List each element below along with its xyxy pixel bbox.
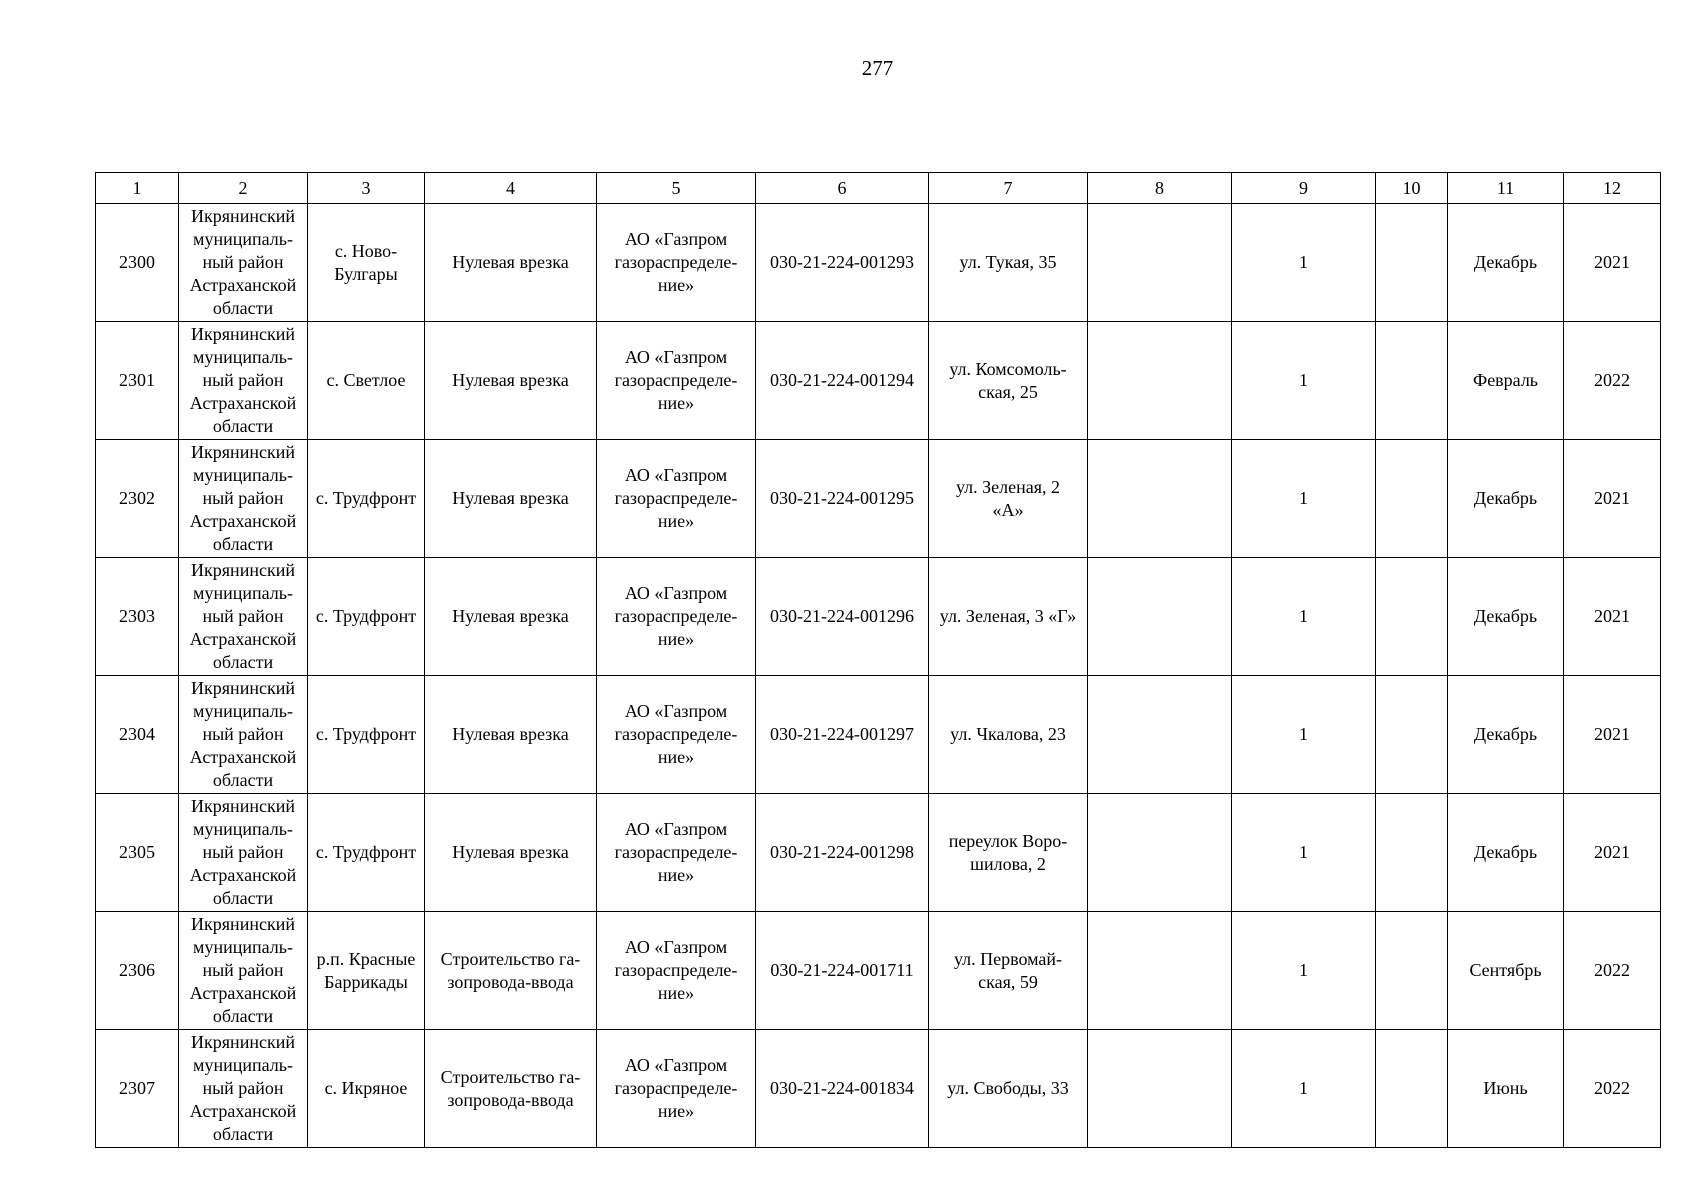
work-type-cell — [425, 440, 597, 558]
work-type-cell — [425, 558, 597, 676]
table-row — [96, 204, 1661, 322]
column-header: 2 — [179, 173, 308, 204]
district-cell-line: муниципаль- — [193, 583, 293, 603]
column-10-cell — [1376, 676, 1448, 794]
address-cell-line: ская, 59 — [978, 971, 1038, 992]
work-type-cell — [425, 322, 597, 440]
work-type-cell — [425, 794, 597, 912]
column-header: 8 — [1088, 173, 1232, 204]
address-cell — [929, 558, 1088, 676]
organization-cell-line: газораспределе- — [614, 1078, 738, 1098]
row-number-cell: 2302 — [96, 440, 179, 558]
settlement-cell — [308, 1030, 425, 1148]
quantity-cell: 1 — [1232, 794, 1376, 912]
work-type-cell — [425, 912, 597, 1030]
organization-cell-line: газораспределе- — [614, 370, 738, 390]
year-cell: 2022 — [1564, 322, 1661, 440]
organization-cell-line: газораспределе- — [614, 724, 738, 744]
table-row — [96, 440, 1661, 558]
table-row — [96, 794, 1661, 912]
row-number-cell: 2304 — [96, 676, 179, 794]
column-header: 12 — [1564, 173, 1661, 204]
column-8-cell — [1088, 204, 1232, 322]
settlement-cell — [308, 440, 425, 558]
quantity-cell: 1 — [1232, 558, 1376, 676]
settlement-cell-line: р.п. Красные — [316, 948, 416, 969]
settlement-cell-line: с. Трудфронт — [315, 488, 417, 508]
column-header: 5 — [597, 173, 756, 204]
district-cell-line: области — [212, 298, 274, 318]
column-8-cell — [1088, 558, 1232, 676]
address-cell-line: ул. Комсомоль- — [949, 358, 1067, 379]
organization-cell — [597, 676, 756, 794]
district-cell-line: муниципаль- — [193, 701, 293, 721]
organization-cell-line: ние» — [657, 511, 695, 531]
organization-cell — [597, 204, 756, 322]
organization-cell-line: ние» — [657, 747, 695, 767]
month-cell: Сентябрь — [1448, 912, 1564, 1030]
settlement-cell-line: Баррикады — [324, 971, 408, 992]
district-cell-line: Астраханской — [189, 275, 297, 295]
column-10-cell — [1376, 322, 1448, 440]
address-cell-line: ул. Зеленая, 2 — [955, 476, 1061, 497]
month-cell: Декабрь — [1448, 204, 1564, 322]
district-cell-line: Икрянинский — [191, 442, 295, 462]
organization-cell-line: ние» — [657, 629, 695, 649]
quantity-cell: 1 — [1232, 204, 1376, 322]
address-cell-line: ул. Свободы, 33 — [947, 1078, 1069, 1098]
quantity-cell: 1 — [1232, 676, 1376, 794]
address-cell-line: переулок Воро- — [948, 830, 1068, 851]
district-cell-line: Икрянинский — [191, 1032, 295, 1052]
district-cell-line: ный район — [202, 252, 284, 272]
address-cell — [929, 1030, 1088, 1148]
table-row — [96, 322, 1661, 440]
settlement-cell — [308, 676, 425, 794]
work-type-cell-line: Нулевая врезка — [452, 724, 569, 744]
organization-cell — [597, 794, 756, 912]
settlement-cell — [308, 794, 425, 912]
organization-cell-line: АО «Газпром — [624, 583, 728, 603]
address-cell — [929, 676, 1088, 794]
month-cell: Февраль — [1448, 322, 1564, 440]
quantity-cell: 1 — [1232, 1030, 1376, 1148]
district-cell-line: Астраханской — [189, 511, 297, 531]
column-10-cell — [1376, 204, 1448, 322]
year-cell: 2021 — [1564, 558, 1661, 676]
month-cell: Декабрь — [1448, 794, 1564, 912]
district-cell-line: ный район — [202, 724, 284, 744]
district-cell-line: Икрянинский — [191, 678, 295, 698]
column-header: 6 — [756, 173, 929, 204]
address-cell-line: шилова, 2 — [970, 853, 1046, 874]
district-cell-line: Астраханской — [189, 983, 297, 1003]
settlement-cell — [308, 322, 425, 440]
settlement-cell-line: с. Трудфронт — [315, 724, 417, 744]
year-cell: 2021 — [1564, 440, 1661, 558]
column-header: 9 — [1232, 173, 1376, 204]
organization-cell — [597, 912, 756, 1030]
district-cell-line: Астраханской — [189, 1101, 297, 1121]
work-type-cell — [425, 1030, 597, 1148]
code-cell: 030-21-224-001293 — [756, 204, 929, 322]
district-cell — [179, 676, 308, 794]
quantity-cell: 1 — [1232, 440, 1376, 558]
row-number-cell: 2305 — [96, 794, 179, 912]
settlement-cell — [308, 204, 425, 322]
work-type-cell-line: зопровода-ввода — [447, 971, 574, 992]
table-row — [96, 676, 1661, 794]
address-cell-line: «А» — [992, 499, 1024, 520]
district-cell-line: области — [212, 770, 274, 790]
column-10-cell — [1376, 1030, 1448, 1148]
organization-cell-line: АО «Газпром — [624, 937, 728, 957]
column-header: 7 — [929, 173, 1088, 204]
address-cell — [929, 440, 1088, 558]
settlement-cell-line: с. Икряное — [324, 1078, 408, 1098]
column-10-cell — [1376, 558, 1448, 676]
column-header: 11 — [1448, 173, 1564, 204]
column-8-cell — [1088, 794, 1232, 912]
organization-cell-line: газораспределе- — [614, 960, 738, 980]
address-cell-line: ул. Тукая, 35 — [959, 252, 1057, 272]
district-cell — [179, 794, 308, 912]
code-cell: 030-21-224-001297 — [756, 676, 929, 794]
district-cell-line: области — [212, 534, 274, 554]
organization-cell-line: газораспределе- — [614, 842, 738, 862]
organization-cell — [597, 440, 756, 558]
column-header: 4 — [425, 173, 597, 204]
year-cell: 2021 — [1564, 204, 1661, 322]
settlement-cell-line: Булгары — [334, 263, 398, 284]
code-cell: 030-21-224-001834 — [756, 1030, 929, 1148]
district-cell-line: муниципаль- — [193, 819, 293, 839]
organization-cell — [597, 558, 756, 676]
district-cell — [179, 912, 308, 1030]
table-row — [96, 1030, 1661, 1148]
settlement-cell — [308, 558, 425, 676]
organization-cell-line: ние» — [657, 983, 695, 1003]
work-type-cell-line: Строительство га- — [440, 1066, 581, 1087]
column-header: 1 — [96, 173, 179, 204]
year-cell: 2021 — [1564, 676, 1661, 794]
table-row — [96, 912, 1661, 1030]
code-cell: 030-21-224-001294 — [756, 322, 929, 440]
district-cell — [179, 440, 308, 558]
row-number-cell: 2301 — [96, 322, 179, 440]
work-type-cell — [425, 676, 597, 794]
column-8-cell — [1088, 912, 1232, 1030]
district-cell-line: муниципаль- — [193, 347, 293, 367]
district-cell — [179, 322, 308, 440]
organization-cell-line: газораспределе- — [614, 252, 738, 272]
work-type-cell-line: Нулевая врезка — [452, 606, 569, 626]
code-cell: 030-21-224-001711 — [756, 912, 929, 1030]
work-type-cell-line: Нулевая врезка — [452, 842, 569, 862]
table-header-row — [96, 173, 1661, 204]
column-8-cell — [1088, 1030, 1232, 1148]
settlement-cell — [308, 912, 425, 1030]
organization-cell-line: АО «Газпром — [624, 1055, 728, 1075]
address-cell-line: ул. Первомай- — [953, 948, 1063, 969]
month-cell: Декабрь — [1448, 558, 1564, 676]
organization-cell-line: газораспределе- — [614, 606, 738, 626]
month-cell: Декабрь — [1448, 440, 1564, 558]
row-number-cell: 2300 — [96, 204, 179, 322]
data-table — [95, 172, 1661, 1148]
organization-cell-line: ние» — [657, 865, 695, 885]
column-8-cell — [1088, 440, 1232, 558]
page-number: 277 — [861, 56, 894, 80]
column-10-cell — [1376, 912, 1448, 1030]
district-cell-line: Икрянинский — [191, 560, 295, 580]
address-cell — [929, 204, 1088, 322]
district-cell-line: Астраханской — [189, 865, 297, 885]
district-cell — [179, 1030, 308, 1148]
organization-cell-line: АО «Газпром — [624, 347, 728, 367]
organization-cell-line: ние» — [657, 393, 695, 413]
column-header: 10 — [1376, 173, 1448, 204]
organization-cell-line: АО «Газпром — [624, 701, 728, 721]
address-cell-line: ул. Зеленая, 3 «Г» — [939, 606, 1077, 626]
work-type-cell-line: зопровода-ввода — [447, 1089, 574, 1110]
work-type-cell-line: Нулевая врезка — [452, 488, 569, 508]
organization-cell-line: газораспределе- — [614, 488, 738, 508]
column-8-cell — [1088, 676, 1232, 794]
district-cell-line: области — [212, 652, 274, 672]
district-cell-line: ный район — [202, 370, 284, 390]
district-cell-line: Икрянинский — [191, 324, 295, 344]
address-cell-line: ская, 25 — [978, 381, 1038, 402]
settlement-cell-line: с. Трудфронт — [315, 606, 417, 626]
table-row — [96, 558, 1661, 676]
district-cell-line: Икрянинский — [191, 914, 295, 934]
district-cell-line: области — [212, 1124, 274, 1144]
district-cell-line: области — [212, 888, 274, 908]
month-cell: Декабрь — [1448, 676, 1564, 794]
row-number-cell: 2307 — [96, 1030, 179, 1148]
row-number-cell: 2306 — [96, 912, 179, 1030]
quantity-cell: 1 — [1232, 322, 1376, 440]
district-cell-line: муниципаль- — [193, 229, 293, 249]
code-cell: 030-21-224-001295 — [756, 440, 929, 558]
district-cell-line: Астраханской — [189, 629, 297, 649]
district-cell-line: муниципаль- — [193, 1055, 293, 1075]
district-cell-line: муниципаль- — [193, 937, 293, 957]
work-type-cell-line: Строительство га- — [440, 948, 581, 969]
organization-cell — [597, 322, 756, 440]
organization-cell-line: АО «Газпром — [624, 819, 728, 839]
column-8-cell — [1088, 322, 1232, 440]
settlement-cell-line: с. Трудфронт — [315, 842, 417, 862]
year-cell: 2021 — [1564, 794, 1661, 912]
work-type-cell-line: Нулевая врезка — [452, 370, 569, 390]
work-type-cell — [425, 204, 597, 322]
year-cell: 2022 — [1564, 1030, 1661, 1148]
settlement-cell-line: с. Ново- — [334, 240, 398, 261]
district-cell-line: ный район — [202, 606, 284, 626]
district-cell-line: муниципаль- — [193, 465, 293, 485]
district-cell-line: Икрянинский — [191, 206, 295, 226]
organization-cell-line: ние» — [657, 1101, 695, 1121]
district-cell-line: Астраханской — [189, 393, 297, 413]
address-cell — [929, 912, 1088, 1030]
work-type-cell-line: Нулевая врезка — [452, 252, 569, 272]
district-cell-line: области — [212, 1006, 274, 1026]
organization-cell — [597, 1030, 756, 1148]
district-cell-line: ный район — [202, 960, 284, 980]
address-cell-line: ул. Чкалова, 23 — [950, 724, 1066, 744]
district-cell-line: области — [212, 416, 274, 436]
column-10-cell — [1376, 794, 1448, 912]
settlement-cell-line: с. Светлое — [326, 370, 406, 390]
month-cell: Июнь — [1448, 1030, 1564, 1148]
district-cell-line: ный район — [202, 488, 284, 508]
district-cell-line: ный район — [202, 1078, 284, 1098]
district-cell-line: Астраханской — [189, 747, 297, 767]
organization-cell-line: ние» — [657, 275, 695, 295]
organization-cell-line: АО «Газпром — [624, 465, 728, 485]
code-cell: 030-21-224-001298 — [756, 794, 929, 912]
address-cell — [929, 794, 1088, 912]
organization-cell-line: АО «Газпром — [624, 229, 728, 249]
year-cell: 2022 — [1564, 912, 1661, 1030]
column-10-cell — [1376, 440, 1448, 558]
district-cell-line: ный район — [202, 842, 284, 862]
row-number-cell: 2303 — [96, 558, 179, 676]
code-cell: 030-21-224-001296 — [756, 558, 929, 676]
district-cell — [179, 204, 308, 322]
quantity-cell: 1 — [1232, 912, 1376, 1030]
column-header: 3 — [308, 173, 425, 204]
district-cell — [179, 558, 308, 676]
district-cell-line: Икрянинский — [191, 796, 295, 816]
address-cell — [929, 322, 1088, 440]
